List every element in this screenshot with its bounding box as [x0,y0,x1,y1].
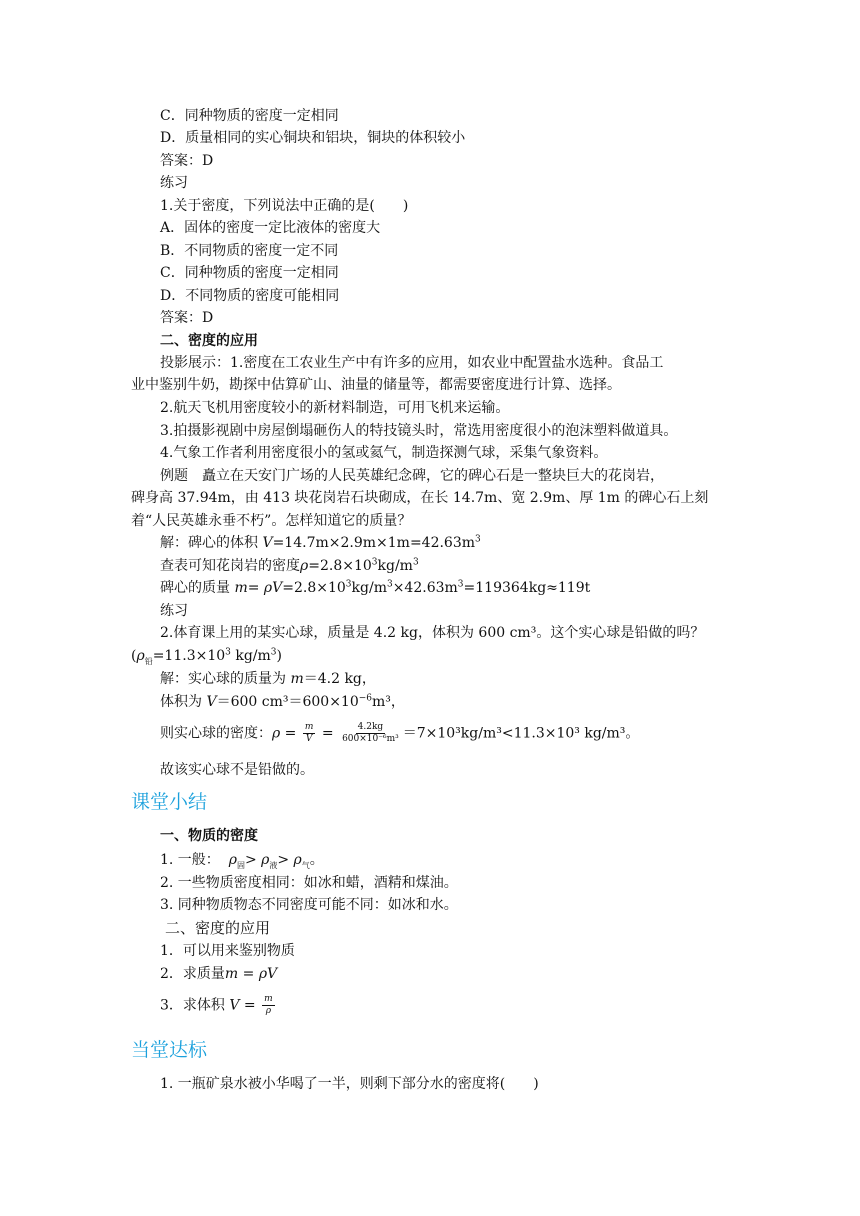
example-line: 碑身高 37.94m，由 413 块花岗岩石块砌成，在长 14.7m、宽 2.9m、厚 1m 的碑心石上刻 [131,490,709,506]
section-heading: 二、密度的应用 [160,333,258,349]
question-line: 1. 一瓶矿泉水被小华喝了一半，则剩下部分水的密度将( ) [160,1076,539,1092]
paragraph-line: 业中鉴别牛奶，勘探中估算矿山、油量的储量等，都需要密度进行计算、选择。 [131,377,621,393]
option-a-line: A．固体的密度一定比液体的密度大 [160,220,381,236]
option-c-line: C．同种物质的密度一定相同 [160,108,339,124]
summary-line: 1．可以用来鉴别物质 [160,943,295,959]
example-line: 着“人民英雄永垂不朽”。怎样知道它的质量？ [131,513,412,529]
solution-line: 碑心的质量 $m= \rho V=2.8\times 10^3kg/m^3\times 42.63m^3=119364kg\approx 119t$ [160,579,591,596]
paragraph-line: 投影展示：1.密度在工农业生产中有许多的应用，如农业中配置盐水选种。食品工 [160,355,664,371]
summary-line: 2．求质量m = ρV [160,966,278,982]
fraction: $\frac{m}{V}$ [304,722,314,744]
paragraph-line: 3.拍摄影视剧中房屋倒塌砸伤人的特技镜头时，常选用密度很小的泡沫塑料做道具。 [160,423,678,439]
paragraph-line: 4.气象工作者利用密度很小的氢或氦气，制造探测气球，采集气象资料。 [160,445,608,461]
solution-line: 解：碑心的体积 $V=14.7m\times 2.9m\times 1m=42.63m^3$ [160,534,481,551]
summary-line: 1. 一般： $\rho_固> \rho_液> \rho_气$。 [160,852,324,870]
fraction: $\frac{4.2kg}{\text{600×10⁻⁶m³}}$ [342,722,399,744]
paragraph-line: 2.航天飞机用密度较小的新材料制造，可用飞机来运输。 [160,400,510,416]
exercise-label: 练习 [160,175,188,191]
solution-line: 解：实心球的质量为 m＝4.2 kg， [160,671,376,687]
question-line: 1.关于密度，下列说法中正确的是( ) [160,198,409,214]
subsection-heading: 二、密度的应用 [165,919,271,937]
summary-line: 3．求体积 V = $\frac{m}{\rho}$ [160,994,273,1016]
answer-line: 答案：D [160,153,214,169]
option-c-line: C．同种物质的密度一定相同 [160,265,339,281]
option-d-line: D．质量相同的实心铜块和铝块，铜块的体积较小 [160,130,466,146]
answer-line: 答案：D [160,310,214,326]
subsection-heading: 一、物质的密度 [160,828,258,844]
exercise-label: 练习 [160,603,188,619]
density-formula-line: 则实心球的密度：ρ = $\frac{m}{V}$ = $\frac{4.2kg}{\text{600×10⁻⁶m³}}$ ＝7×10³kg/m³<11.3×10³ kg/m³。 [160,722,640,744]
question-line: ($\rho_铅=11.3\times 10^3$ $kg/m^3$) [131,647,282,666]
option-d-line: D．不同物质的密度可能相同 [160,288,340,304]
solution-line: 体积为 V＝600 $cm^3=600\times 10^{-6}m^3$， [160,693,405,710]
summary-line: 2. 一些物质密度相同：如冰和蜡，酒精和煤油。 [160,875,458,891]
conclusion-line: 故该实心球不是铅做的。 [160,762,314,778]
fraction: $\frac{m}{\rho}$ [264,994,273,1016]
summary-line: 3. 同种物质物态不同密度可能不同：如冰和水。 [160,897,458,913]
section-title-practice: 当堂达标 [131,1040,208,1061]
option-b-line: B．不同物质的密度一定不同 [160,243,339,259]
solution-line: 查表可知花岗岩的密度$\rho=2.8\times 10^3kg/m^3$ [160,557,419,574]
section-title-summary: 课堂小结 [131,792,208,813]
example-line: 例题 矗立在天安门广场的人民英雄纪念碑，它的碑心石是一整块巨大的花岗岩， [160,468,664,484]
question-line: 2.体育课上用的某实心球，质量是 4.2 kg，体积为 600 cm³。这个实心球是铅做的吗？ [160,625,705,641]
